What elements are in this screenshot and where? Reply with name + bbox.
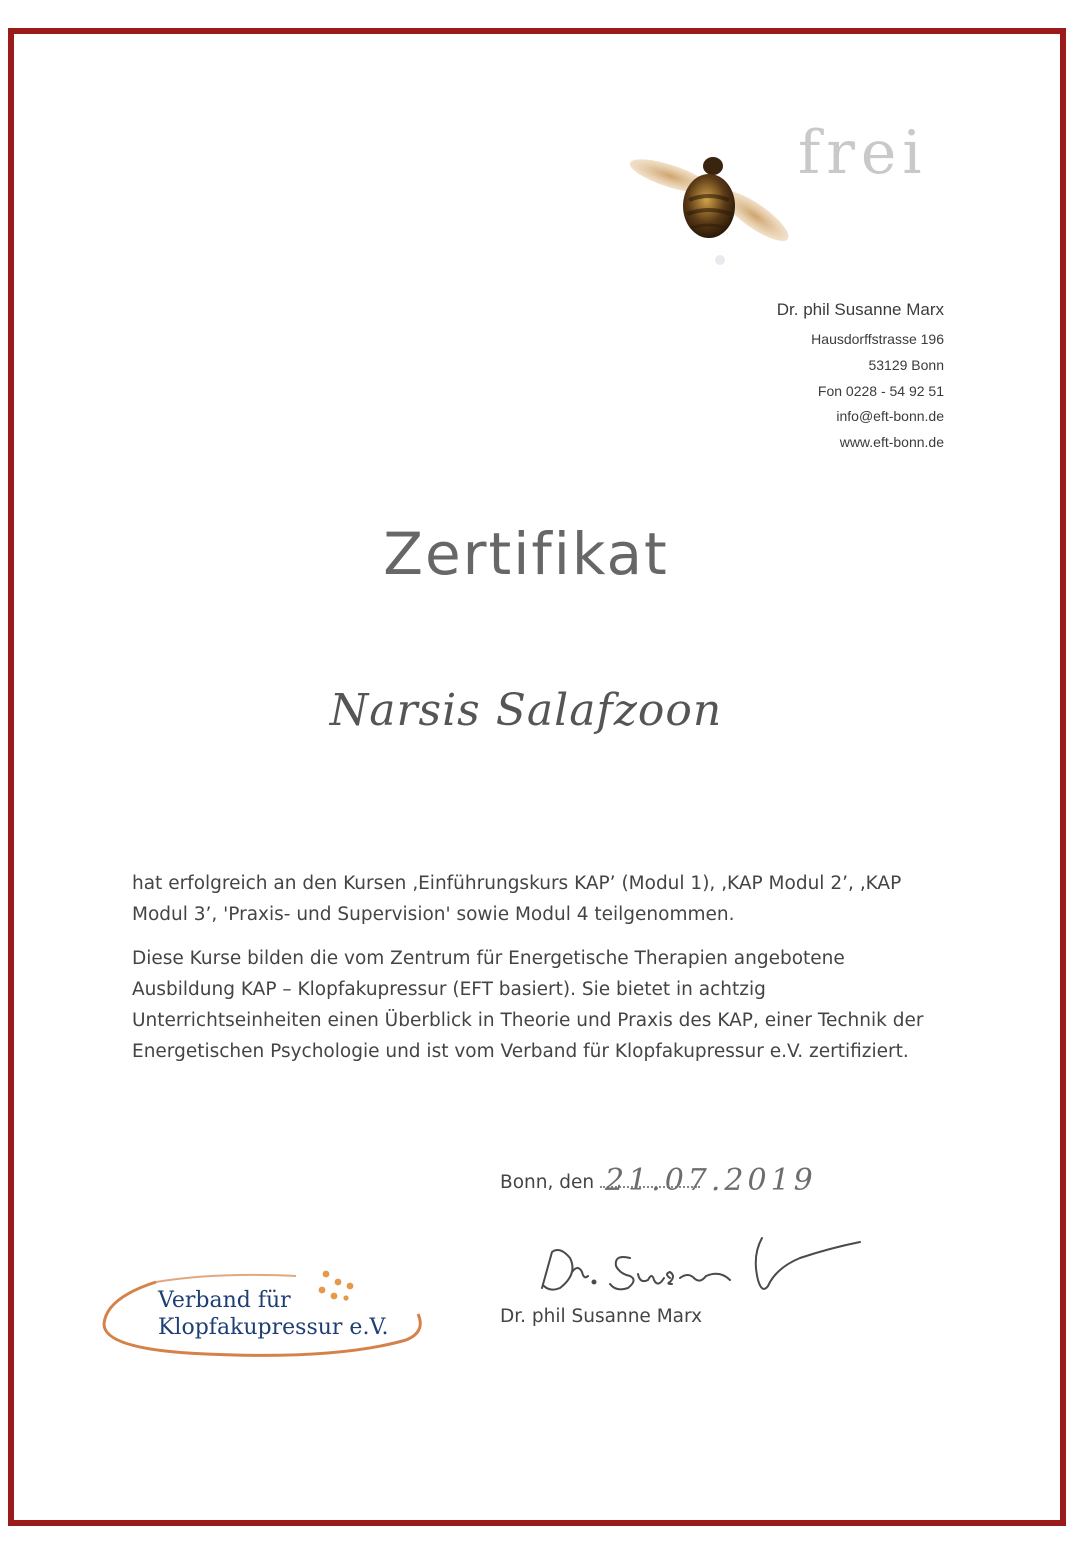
certificate-title: Zertifikat	[383, 520, 669, 588]
sender-phone: Fon 0228 - 54 92 51	[817, 382, 944, 399]
certificate-body	[132, 868, 932, 1080]
place-label: Bonn, den	[500, 1172, 595, 1193]
association-name	[158, 1287, 388, 1341]
body-paragraph-2: Diese Kurse bilden die vom Zentrum für Energetische Therapien angebotene Ausbildung KAP – Klopfakupressur (EFT basiert). Sie bietet in achtzig Unterrichtseinheiten einen Überblick in Theorie und Praxis des KAP, einer Technik der Energetischen Psychologie und ist vom Verband für Klopfakupressur e.V. zertifiziert.	[132, 948, 924, 1062]
sender-city: 53129 Bonn	[868, 356, 944, 373]
sender-name: Dr. phil Susanne Marx	[776, 300, 944, 319]
bee-logo-icon	[625, 148, 800, 273]
association-line-2: Klopfakupressur e.V.	[158, 1315, 389, 1340]
signer-name: Dr. phil Susanne Marx	[500, 1306, 703, 1327]
handwritten-date: 21.07.2019	[605, 1163, 817, 1198]
sender-address	[777, 300, 944, 456]
association-line-1: Verband für	[158, 1288, 291, 1313]
handwritten-signature	[530, 1228, 890, 1318]
sender-web: www.eft-bonn.de	[839, 434, 944, 451]
sender-street: Hausdorffstrasse 196	[811, 331, 944, 347]
body-paragraph-1: hat erfolgreich an den Kursen ‚Einführungskurs KAP’ (Modul 1), ‚KAP Modul 2’, ‚KAP Modul 3’, 'Praxis- und Supervision' sowie Modul 4 teilgenommen.	[132, 873, 902, 925]
recipient-name: Narsis Salafzoon	[329, 685, 723, 736]
brand-wordmark: frei	[798, 118, 928, 188]
sender-email: info@eft-bonn.de	[836, 408, 944, 425]
